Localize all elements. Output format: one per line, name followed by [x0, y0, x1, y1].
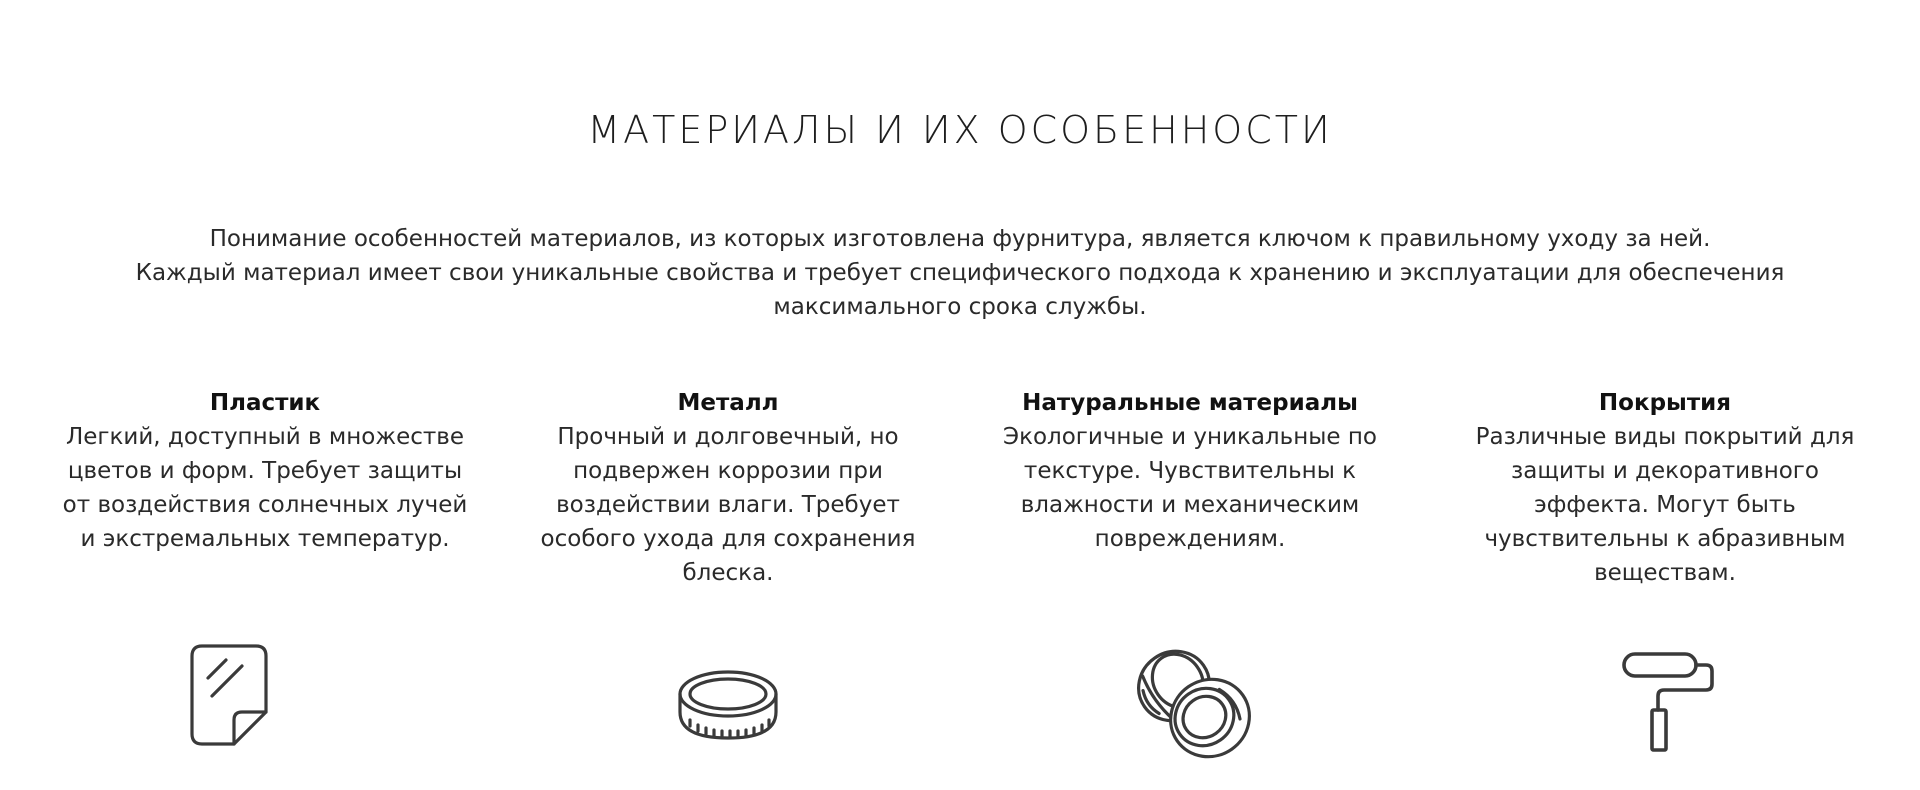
material-card-metal: [520, 386, 936, 590]
material-title: Покрытия: [1598, 390, 1732, 416]
material-card-coatings: [1455, 386, 1875, 590]
section-intro: [100, 222, 1820, 324]
section-title: МАТЕРИАЛЫ И ИХ ОСОБЕННОСТИ: [587, 108, 1333, 152]
coin-icon: [676, 668, 780, 744]
material-card-plastic: [55, 386, 475, 556]
plastic-sheet-icon: [188, 640, 272, 746]
coconut-icon: [1134, 644, 1254, 762]
material-description: Экологичные и уникальные по текстуре. Чувствительны к влажности и механическим повреждениям.: [1003, 424, 1377, 552]
paint-roller-icon: [1620, 650, 1716, 754]
intro-line-2: Каждый материал имеет свои уникальные свойства и требует специфического подхода к хранению и эксплуатации для обеспечения максимального срока службы.: [135, 260, 1785, 320]
material-description: Различные виды покрытий для защиты и декоративного эффекта. Могут быть чувствительны к абразивным веществам.: [1475, 424, 1855, 586]
material-title: Пластик: [209, 390, 321, 416]
material-description: Легкий, доступный в множестве цветов и форм. Требует защиты от воздействия солнечных лучей и экстремальных температур.: [62, 424, 468, 552]
material-title: Металл: [677, 390, 779, 416]
material-description: Прочный и долговечный, но подвержен коррозии при воздействии влаги. Требует особого ухода для сохранения блеска.: [540, 424, 916, 586]
material-card-natural: [990, 386, 1390, 556]
intro-line-1: Понимание особенностей материалов, из которых изготовлена фурнитура, является ключом к правильному уходу за ней.: [209, 226, 1711, 252]
material-title: Натуральные материалы: [1022, 390, 1358, 416]
